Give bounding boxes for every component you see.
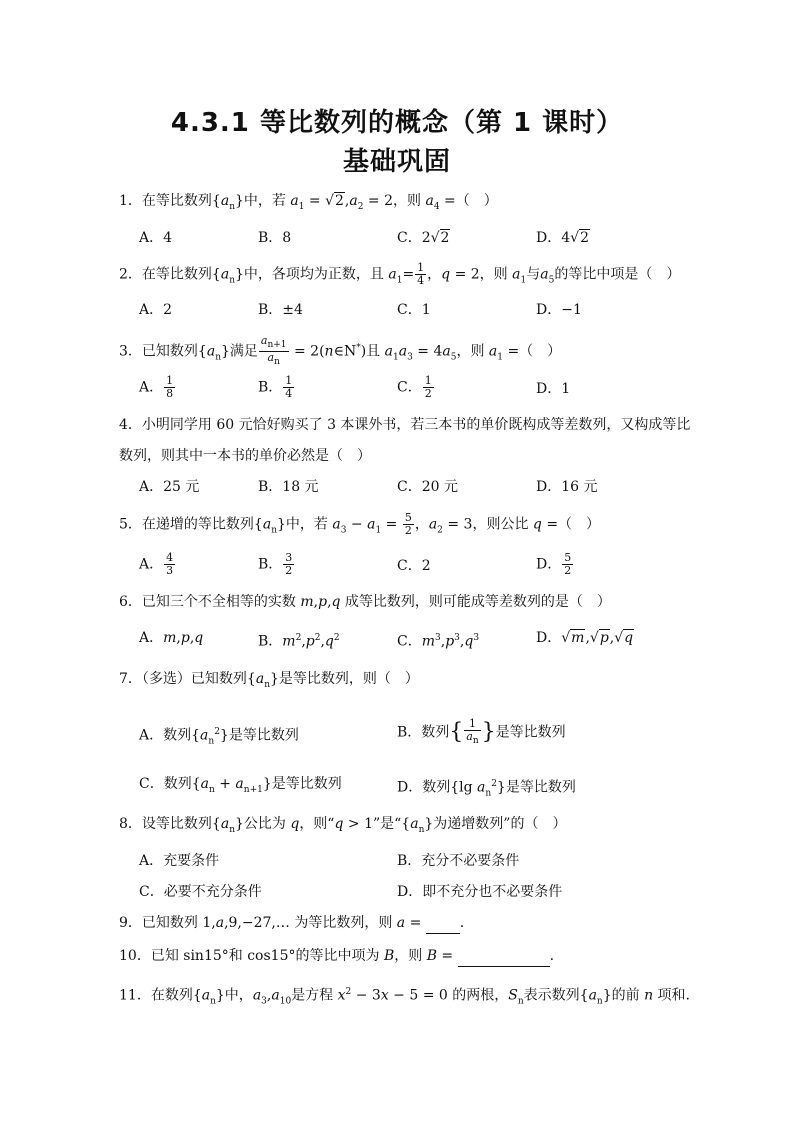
question-7: 7．（多选）已知数列$\{a_n\}$是等比数列，则（ ） (119, 671, 419, 690)
q9-answer-blank[interactable] (426, 913, 460, 934)
question-4-line-2: 数列，则其中一本书的单价必然是（ ） (119, 448, 371, 464)
q5-option-d: D． $\frac{5}{2}$ (536, 551, 572, 577)
q6-option-a: A．m,p,q (139, 630, 204, 646)
question-10: 10．已知 sin15°和 cos15°的等比中项为 B，则 B = . (119, 946, 554, 967)
q8-option-d: D．即不充分也不必要条件 (397, 884, 563, 900)
question-2: 2．在等比数列$\{a_n\}$中，各项均为正数，且 $a_1=$ $\frac{1}{4}$ ，q = 2，则 $a_1$与$a_5$的等比中项是（ ） (119, 261, 681, 287)
q2-option-d: D．−1 (536, 302, 582, 318)
q8-option-b: B．充分不必要条件 (397, 853, 520, 869)
question-6: 6．已知三个不全相等的实数 m,p,q 成等比数列，则可能成等差数列的是（ ） (119, 594, 611, 610)
q4-option-a: A．25 元 (139, 479, 200, 495)
q1-option-b: B．8 (258, 230, 292, 246)
q10-answer-blank[interactable] (458, 946, 550, 967)
q1-option-c: C．2√2 (397, 230, 450, 246)
q7-option-a: A．数列$\{a_n^2\}$是等比数列 (139, 727, 299, 747)
q7-option-c: C．数列$\{a_n + a_{n+1}\}$是等比数列 (139, 776, 342, 795)
question-8: 8．设等比数列$\{a_n\}$公比为 q，则“q > 1”是“$\{a_n\}$为递增数列”的（ ） (119, 816, 567, 835)
q7-option-b: B．数列{ $\frac{1}{a_n}$ }是等比数列 (397, 717, 566, 747)
question-4-line-1: 4．小明同学用 60 元恰好购买了 3 本课外书，若三本书的单价既构成等差数列，又构成等比 (119, 417, 691, 433)
q8-option-c: C．必要不充分条件 (139, 884, 262, 900)
q6-option-b: B．$m^2,p^2,q^2$ (258, 633, 340, 650)
page-title: 4.3.1 等比数列的概念（第 1 课时） (170, 108, 624, 138)
question-5: 5．在递增的等比数列$\{a_n\}$中，若 $a_3 - a_1$ = $\frac{5}{2}$ ，$a_2 = 3$，则公比 q =（ ） (119, 511, 601, 537)
q2-option-c: C．1 (397, 302, 431, 318)
q2-option-a: A．2 (139, 302, 173, 318)
q3-option-a: A． $\frac{1}{8}$ (139, 374, 174, 400)
page-subtitle: 基础巩固 (342, 147, 451, 177)
question-11: 11．在数列$\{a_n\}$中，$a_3,a_{10}$是方程 $x^2 - 3x - 5 = 0$ 的两根，$S_n$表示数列$\{a_n\}$的前 n 项和. (119, 987, 691, 1007)
question-9: 9．已知数列 1,a,9,−27,… 为等比数列，则 a = . (119, 913, 464, 934)
question-1: 1．在等比数列$\{a_n\}$中，若 $a_1 = √2,a_2 = 2$，则 $a_4$ =（ ） (119, 193, 498, 212)
q3-option-d: D．1 (536, 381, 571, 397)
q4-option-d: D．16 元 (536, 479, 598, 495)
q2-option-b: B．±4 (258, 302, 303, 318)
q1-option-a: A．4 (139, 230, 173, 246)
question-3: 3．已知数列$\{a_n\}$满足 $\frac{a_{n+1}}{a_n}$ = 2(n∈N*)且 $a_1a_3 = 4a_5$，则 $a_1$ =（ ） (119, 334, 562, 368)
q5-option-a: A． $\frac{4}{3}$ (139, 551, 174, 577)
q4-option-c: C．20 元 (397, 479, 458, 495)
q6-option-d: D．√m,√p,√q (536, 630, 634, 646)
q6-option-c: C．$m^3,p^3,q^3$ (397, 633, 480, 650)
q3-option-b: B． $\frac{1}{4}$ (258, 374, 293, 400)
q4-option-b: B．18 元 (258, 479, 319, 495)
q7-option-d: D．数列{lg $a_n^2$}是等比数列 (397, 779, 576, 799)
q1-option-d: D．4√2 (536, 230, 589, 246)
q8-option-a: A．充要条件 (139, 853, 220, 869)
q3-option-c: C． $\frac{1}{2}$ (397, 374, 432, 400)
q5-option-c: C．2 (397, 558, 431, 574)
q5-option-b: B． $\frac{3}{2}$ (258, 551, 293, 577)
